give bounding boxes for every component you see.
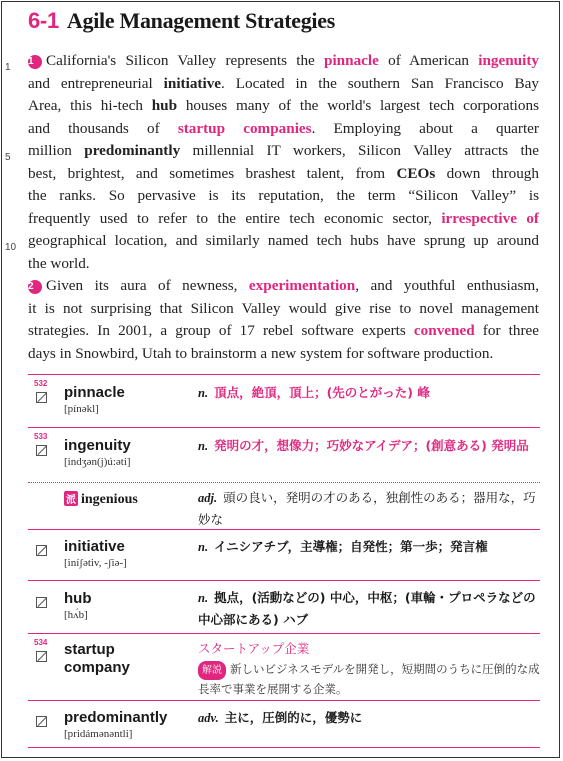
vocabulary-table — [28, 374, 540, 748]
passage-line: 2 Given its aura of newness, experimentation, and youthful enthusiasm, — [28, 277, 539, 294]
line-number: 5 — [5, 152, 11, 163]
checkbox-icon[interactable] — [36, 716, 47, 727]
vocab-word: ingenuity — [64, 437, 131, 454]
vocab-word: pinnacle — [64, 384, 125, 401]
vocab-index: 533 — [34, 432, 48, 441]
vocab-pronunciation: [pínəkl] — [64, 403, 99, 415]
vocab-word-line2: company — [64, 659, 130, 676]
checkbox-icon[interactable] — [36, 445, 47, 456]
vocab-definition: n. イニシアチブ，主導権；自発性；第一歩；発言権 — [198, 539, 488, 554]
checkbox-icon[interactable] — [36, 597, 47, 608]
vocab-word: initiative — [64, 538, 125, 555]
vocab-word: hub — [64, 590, 92, 607]
vocab-row — [28, 428, 540, 483]
vocab-pronunciation: [iníʃətiv, -ʃiə-] — [64, 557, 127, 569]
vocab-definition: n. 発明の才，想像力；巧妙なアイデア；(創意ある) 発明品 — [198, 438, 529, 453]
vocab-definition: n. 頂点，絶頂，頂上；(先のとがった) 峰 — [198, 385, 430, 400]
passage-line: million predominantly millennial IT workers, Silicon Valley attracts the — [28, 142, 539, 159]
checkbox-icon[interactable] — [36, 651, 47, 662]
vocab-row — [28, 581, 540, 634]
vocab-row-derivative — [28, 483, 540, 530]
vocab-definition: adj. 頭の良い，発明の才のある，独創性のある；器用な，巧妙な — [198, 490, 536, 527]
vocab-pronunciation: [pridámənəntli] — [64, 728, 133, 740]
line-number: 10 — [5, 242, 17, 253]
vocab-definition: adv. 主に，圧倒的に，優勢に — [198, 710, 363, 725]
passage-line: frequently used to refer to the entire tech economic sector, irrespective of — [28, 209, 539, 227]
passage-line: geographical location, and similarly named tech hubs have sprung up around — [28, 232, 539, 249]
passage-line: it is not surprising that Silicon Valley would give rise to novel management — [28, 299, 539, 317]
vocab-row — [28, 701, 540, 748]
line-number: 1 — [5, 62, 11, 73]
section-number: 6-1 — [28, 8, 59, 33]
checkbox-icon[interactable] — [36, 545, 47, 556]
passage-line: the ranks. So pervasive is its reputation, the term “Silicon Valley” is — [28, 187, 539, 204]
vocab-index: 532 — [34, 379, 48, 388]
vocab-row — [28, 530, 540, 581]
section-heading: Agile Management Strategies — [66, 8, 335, 33]
passage-line: and entrepreneurial initiative. Located in the southern San Francisco Bay — [28, 74, 540, 92]
vocab-word: startup — [64, 641, 115, 658]
checkbox-icon[interactable] — [36, 392, 47, 403]
vocab-word: predominantly — [64, 709, 168, 726]
passage-line: best, brightest, and sometimes brashest talent, from CEOs down through — [28, 164, 539, 182]
vocab-index: 534 — [34, 638, 48, 647]
section-title — [28, 8, 335, 34]
derivative-word: 派 ingenious — [66, 492, 138, 507]
passage-line: the world. — [28, 254, 90, 272]
vocab-row — [28, 375, 540, 428]
vocab-definition: スタートアップ企業 — [198, 641, 310, 656]
passage-line: days in Snowbird, Utah to brainstorm a new system for software production. — [28, 344, 494, 362]
vocab-note: 解説 新しいビジネスモデルを開発し，短期間のうちに圧倒的な成長率で事業を展開する企業。 — [198, 662, 540, 696]
passage-line: 1 California's Silicon Valley represents the pinnacle of American ingenuity — [28, 52, 539, 69]
vocab-pronunciation: [indʒən(j)ú:əti] — [64, 456, 131, 468]
passage-line: Area, this hi-tech hub houses many of the world's largest tech corporations — [28, 97, 539, 114]
paragraph-marker: 2 — [28, 280, 42, 294]
note-tag: 解説 — [198, 661, 226, 680]
passage-line: and thousands of startup companies. Employing about a quarter — [28, 119, 539, 137]
vocab-row — [28, 634, 540, 701]
paragraph-marker: 1 — [28, 55, 42, 69]
vocab-pronunciation: [hʌ́b] — [64, 609, 88, 621]
derivative-tag: 派 — [64, 491, 78, 506]
vocab-definition: n. 拠点，(活動などの) 中心，中枢；(車輪・プロペラなどの中心部にある) ハブ — [198, 590, 536, 627]
passage-line: strategies. In 2001, a group of 17 rebel software experts convened for three — [28, 322, 540, 339]
